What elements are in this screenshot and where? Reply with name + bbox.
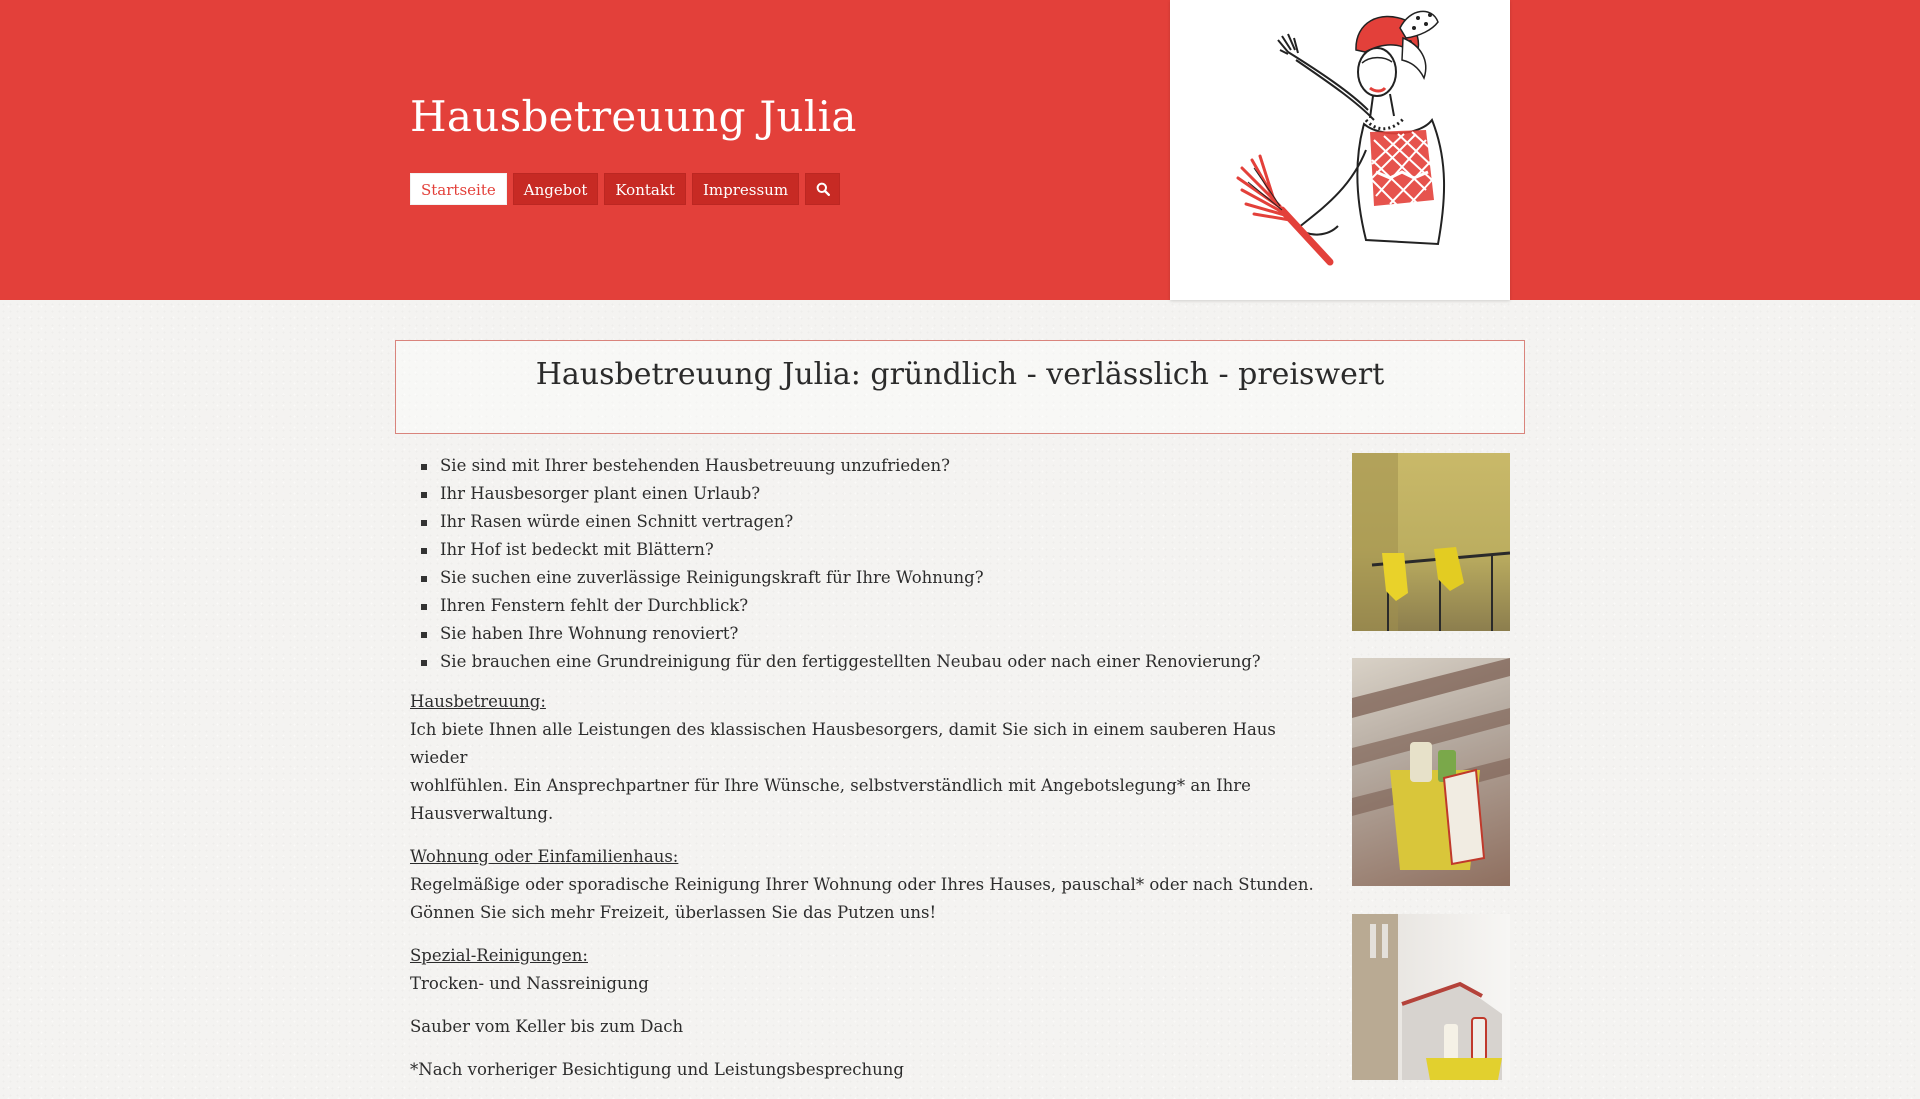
keller-text: Sauber vom Keller bis zum Dach	[410, 1017, 684, 1036]
window-supplies-image	[1352, 914, 1510, 1080]
hero-title: Hausbetreuung Julia: gründlich - verlässlich - preiswert	[535, 357, 1385, 392]
bucket-illustration	[1352, 658, 1510, 886]
question-list	[410, 452, 1330, 676]
list-item: Sie brauchen eine Grundreinigung für den fertiggestellten Neubau oder nach einer Renovierung?	[410, 648, 1330, 676]
section-title: Wohnung oder Einfamilienhaus:	[410, 847, 679, 866]
list-item: Ihr Hausbesorger plant einen Urlaub?	[410, 480, 1330, 508]
site-title[interactable]: Hausbetreuung Julia	[410, 92, 857, 141]
list-item: Sie haben Ihre Wohnung renoviert?	[410, 620, 1330, 648]
section-title: Spezial-Reinigungen:	[410, 946, 588, 965]
footnote: *Nach vorheriger Besichtigung und Leistungsbesprechung	[410, 1060, 904, 1079]
hero-box	[395, 340, 1525, 434]
nav-item-impressum[interactable]: Impressum	[692, 173, 799, 205]
nav-item-startseite[interactable]: Startseite	[410, 173, 507, 205]
window-supplies-illustration	[1352, 914, 1510, 1080]
bucket-image	[1352, 658, 1510, 886]
list-item: Ihr Rasen würde einen Schnitt vertragen?	[410, 508, 1330, 536]
main-content	[410, 452, 1330, 1099]
section-title: Hausbetreuung:	[410, 692, 546, 711]
site-header	[0, 0, 1920, 300]
nav-item-angebot[interactable]: Angebot	[513, 173, 599, 205]
list-item: Sie suchen eine zuverlässige Reinigungskraft für Ihre Wohnung?	[410, 564, 1330, 592]
list-item: Ihren Fenstern fehlt der Durchblick?	[410, 592, 1330, 620]
search-button[interactable]	[805, 173, 840, 205]
housewife-illustration	[1170, 0, 1510, 300]
logo[interactable]	[1170, 0, 1510, 300]
section-text: Regelmäßige oder sporadische Reinigung Ihrer Wohnung oder Ihres Hauses, pauschal* oder nach Stunden.	[410, 875, 1314, 894]
nav-item-kontakt[interactable]: Kontakt	[604, 173, 686, 205]
section-text: Trocken- und Nassreinigung	[410, 974, 649, 993]
section-wohnung	[410, 843, 1330, 927]
section-text: wohlfühlen. Ein Ansprechpartner für Ihre Wünsche, selbstverständlich mit Angebotslegung* an Ihre Hausverwaltung.	[410, 776, 1251, 823]
gloves-image	[1352, 453, 1510, 631]
section-text: Gönnen Sie sich mehr Freizeit, überlassen Sie das Putzen uns!	[410, 903, 937, 922]
list-item: Ihr Hof ist bedeckt mit Blättern?	[410, 536, 1330, 564]
section-hausbetreuung	[410, 688, 1330, 828]
search-icon	[816, 182, 830, 196]
section-text: Ich biete Ihnen alle Leistungen des klassischen Hausbesorgers, damit Sie sich in einem sauberen Haus wieder	[410, 720, 1276, 767]
main-nav	[410, 173, 840, 205]
list-item: Sie sind mit Ihrer bestehenden Hausbetreuung unzufrieden?	[410, 452, 1330, 480]
section-spezial	[410, 942, 1330, 998]
gloves-illustration	[1352, 453, 1510, 631]
